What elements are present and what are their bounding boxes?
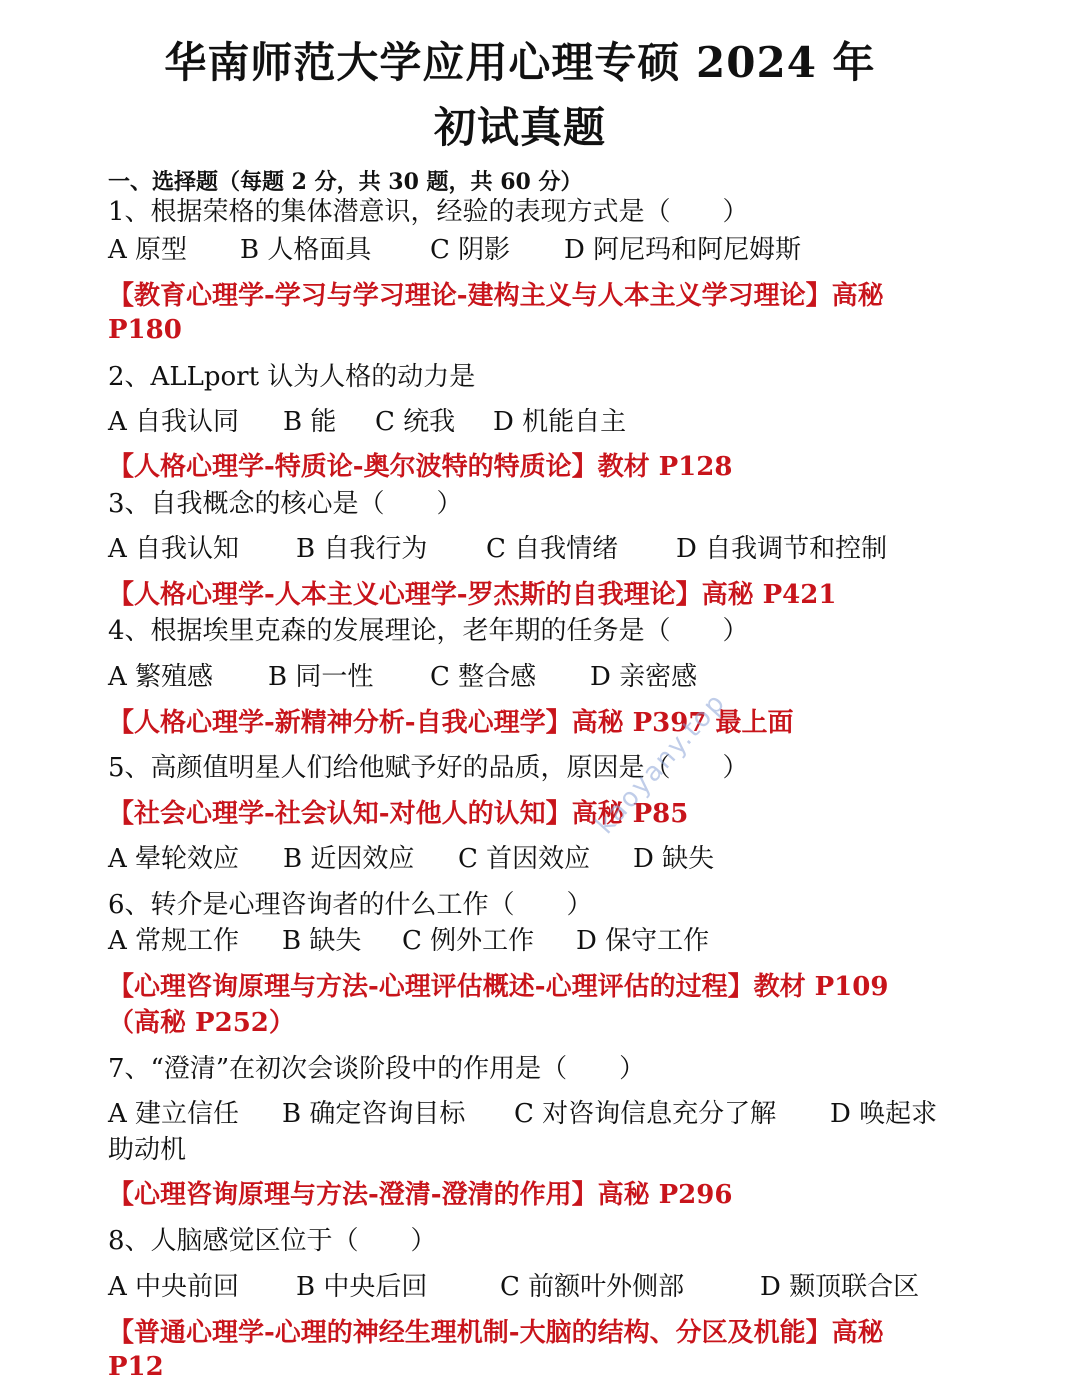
page-title-line1: 华南师范大学应用心理专硕 2024 年 [164,38,876,87]
question-options-6 [108,924,709,958]
option-d: D 颞顶联合区 [760,1272,920,1302]
question-stem-2: 2、ALLport 认为人格的动力是 [108,362,476,392]
question-options-5 [108,842,714,876]
question-stem-5: 5、高颜值明星人们给他赋予好的品质，原因是（ ） [108,753,749,783]
option-a: A 繁殖感 [108,662,214,692]
question-reference-6-cont: （高秘 P252） [108,1008,295,1038]
option-b: B 近因效应 [283,844,415,874]
option-d: D 缺失 [633,844,715,874]
option-a: A 原型 [108,235,188,265]
question-reference-8: 【普通心理学-心理的神经生理机制-大脑的结构、分区及机能】高秘 [108,1318,884,1348]
option-a: A 自我认同 [108,407,240,437]
option-c: C 统我 [375,407,456,437]
option-d: D 自我调节和控制 [676,534,888,564]
option-d: D 亲密感 [590,662,698,692]
option-c: C 对咨询信息充分了解 [514,1099,777,1129]
watermark-text: kaoyany.top [590,687,732,841]
option-c: C 首因效应 [458,844,591,874]
question-stem-3: 3、自我概念的核心是（ ） [108,489,463,519]
question-reference-6: 【心理咨询原理与方法-心理评估概述-心理评估的过程】教材 P109 [108,972,889,1002]
option-a: A 自我认知 [108,534,240,564]
option-c: C 阴影 [430,235,511,265]
question-options-1 [108,233,801,267]
option-b: B 确定咨询目标 [282,1099,466,1129]
question-reference-5: 【社会心理学-社会认知-对他人的认知】高秘 P85 [108,799,689,829]
question-reference-8-cont: P12 [108,1352,164,1382]
question-stem-8: 8、人脑感觉区位于（ ） [108,1226,437,1256]
question-stem-1: 1、根据荣格的集体潜意识，经验的表现方式是（ ） [108,197,749,227]
option-b: B 同一性 [268,662,374,692]
question-reference-1: 【教育心理学-学习与学习理论-建构主义与人本主义学习理论】高秘 [108,281,884,311]
question-reference-7: 【心理咨询原理与方法-澄清-澄清的作用】高秘 P296 [108,1180,733,1210]
option-a: A 中央前回 [108,1272,240,1302]
section-heading: 一、选择题（每题 2 分，共 30 题，共 60 分） [108,169,583,195]
option-b: B 人格面具 [240,235,372,265]
option-b: B 自我行为 [296,534,428,564]
question-stem-7: 7、“澄清”在初次会谈阶段中的作用是（ ） [108,1054,646,1084]
question-reference-3: 【人格心理学-人本主义心理学-罗杰斯的自我理论】高秘 P421 [108,580,837,610]
option-a: A 晕轮效应 [108,844,240,874]
option-c: C 整合感 [430,662,537,692]
page-title-line2: 初试真题 [433,103,606,152]
option-b: B 中央后回 [296,1272,428,1302]
option-a: A 建立信任 [108,1099,240,1129]
question-options-3 [108,532,887,566]
option-c: C 前额叶外侧部 [500,1272,685,1302]
option-c: C 例外工作 [402,926,535,956]
question-options-2 [108,405,626,439]
option-d: D 阿尼玛和阿尼姆斯 [564,235,802,265]
option-c: C 自我情绪 [486,534,619,564]
option-a: A 常规工作 [108,926,240,956]
option-d: D 保守工作 [576,926,710,956]
question-reference-4: 【人格心理学-新精神分析-自我心理学】高秘 P397 最上面 [108,708,794,738]
option-d: D 机能自主 [493,407,627,437]
question-reference-1-cont: P180 [108,315,182,345]
question-stem-4: 4、根据埃里克森的发展理论，老年期的任务是（ ） [108,616,749,646]
option-d: D 唤起求 [830,1099,938,1129]
question-reference-2: 【人格心理学-特质论-奥尔波特的特质论】教材 P128 [108,452,733,482]
question-options-4 [108,660,697,694]
question-stem-6: 6、转介是心理咨询者的什么工作（ ） [108,890,593,920]
question-options-7-wrap: 助动机 [108,1135,187,1165]
option-b: B 缺失 [282,926,362,956]
question-options-8 [108,1270,919,1304]
question-options-7 [108,1097,937,1131]
option-b: B 能 [283,407,337,437]
